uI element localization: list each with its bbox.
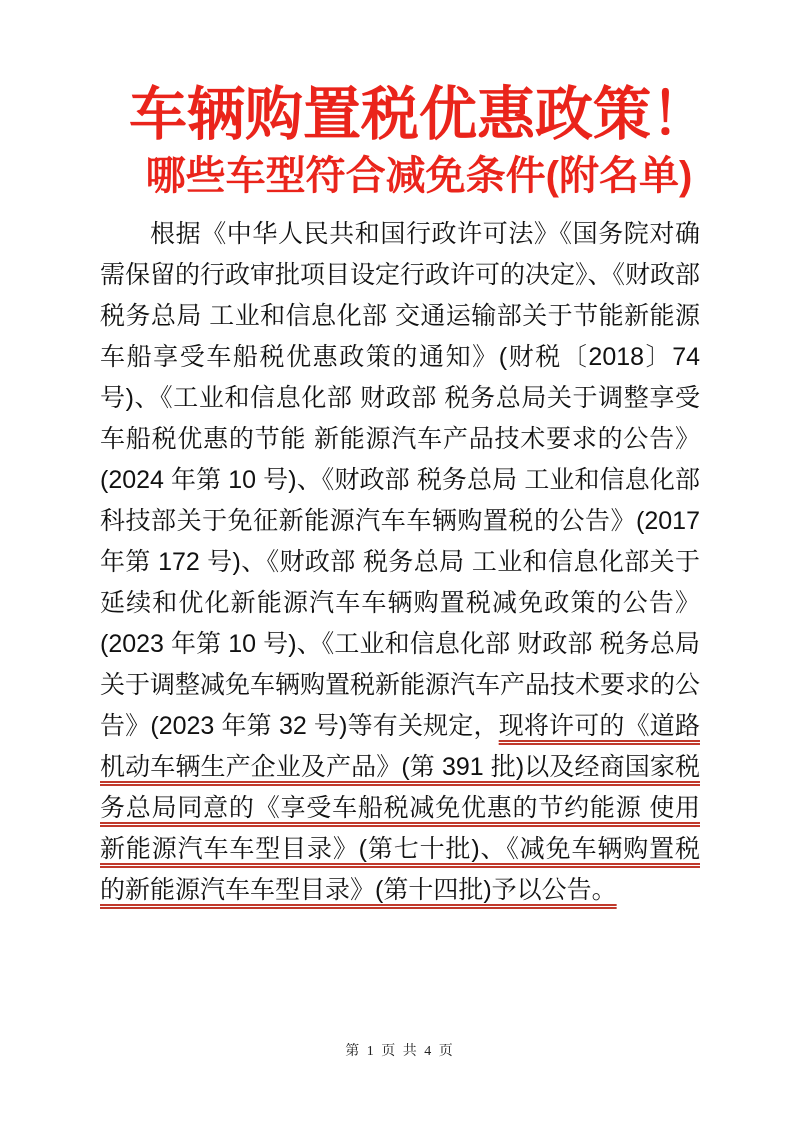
page-title: 车辆购置税优惠政策！ bbox=[128, 82, 709, 147]
body-text-normal: 根据《中华人民共和国行政许可法》《国务院对确需保留的行政审批项目设定行政许可的决定》、《财政部 税务总局 工业和信息化部 交通运输部关于节能新能源车船享受车船税优惠政策的通知》(财税〔2018〕74 号)、《工业和信息化部 财政部 税务总局关于调整享受车船税优惠的节能 新能源汽车产品技术要求的公告》(2024 年第 10 号)、《财政部 税务总局 工业和信息化部 科技部关于免征新能源汽车车辆购置税的公告》(2017 年第 172 号)、《财政部 税务总局 工业和信息化部关于延续和优化新能源汽车车辆购置税减免政策的公告》(2023 年第 10 号)、《工业和信息化部 财政部 税务总局关于调整减免车辆购置税新能源汽车产品技术要求的公告》(2023 年第 32 号)等有关规定， bbox=[100, 219, 701, 740]
page-footer bbox=[0, 1040, 800, 1060]
body-text-underlined: 现将许可的《道路机动车辆生产企业及产品》(第 391 批)以及经商国家税务总局同意的《享受车船税减免优惠的节约能源 使用新能源汽车车型目录》(第七十批)、《减免车辆购置税的新能源汽车车型目录》(第十四批)予以公告。 bbox=[100, 711, 700, 904]
body-paragraph bbox=[100, 214, 700, 911]
page-number: 第 1 页 共 4 页 bbox=[345, 1044, 455, 1059]
page-subtitle: 哪些车型符合减免条件(附名单) bbox=[145, 153, 693, 198]
document-header bbox=[0, 0, 800, 200]
